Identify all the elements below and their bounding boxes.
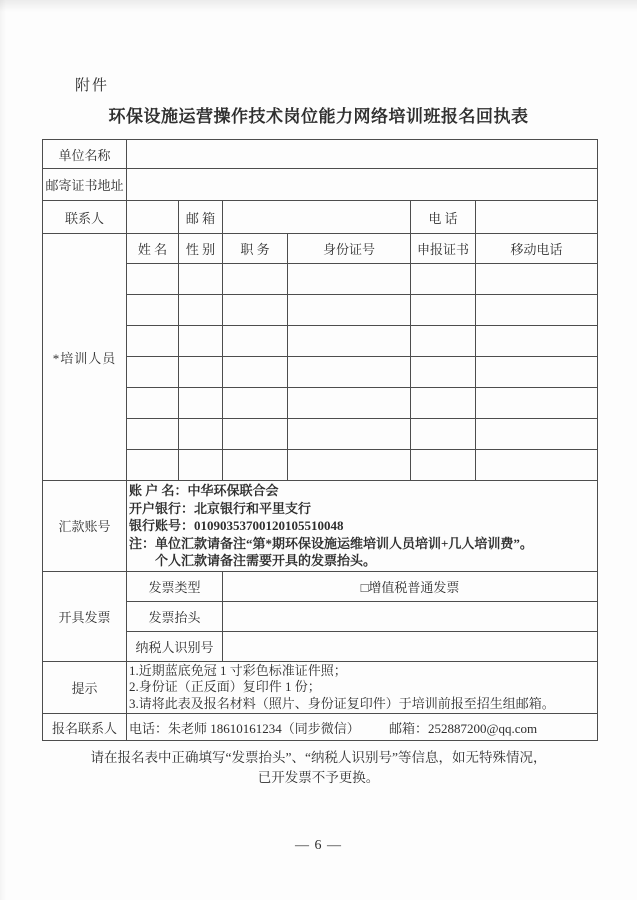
trainee-cell <box>127 295 179 326</box>
footer-note-line-2: 已开发票不予更换。 <box>257 770 380 785</box>
unit-name-row <box>43 140 598 169</box>
form-table-body <box>43 140 598 741</box>
footer-note-line-1: 请在报名表中正确填写“发票抬头”、“纳税人识别号”等信息，如无特殊情况， <box>90 750 547 765</box>
trainee-cell <box>127 357 179 388</box>
footer-note <box>0 748 637 788</box>
trainee-cell <box>476 450 598 481</box>
phone-value <box>476 201 598 234</box>
trainee-cell <box>411 295 476 326</box>
trainee-cell <box>223 357 288 388</box>
trainee-row <box>43 357 598 388</box>
registration-contact-label: 报名联系人 <box>43 714 127 741</box>
registration-contact-email: 邮箱：252887200@qq.com <box>389 720 538 736</box>
trainee-cell <box>411 450 476 481</box>
invoice-type-label: 发票类型 <box>127 571 223 601</box>
trainee-row <box>43 419 598 450</box>
mailing-address-row <box>43 169 598 201</box>
tip-line-2: 2.身份证（正反面）复印件 1 份； <box>129 679 321 694</box>
attachment-label: 附件 <box>75 78 110 94</box>
contact-label: 联系人 <box>43 201 127 234</box>
trainee-cell <box>179 357 223 388</box>
trainee-cell <box>288 264 411 295</box>
trainee-cell <box>411 264 476 295</box>
remittance-account-name: 账 户 名：中华环保联合会 <box>129 483 279 498</box>
col-header-certificate: 申报证书 <box>411 234 476 264</box>
col-header-position: 职 务 <box>223 234 288 264</box>
trainee-cell <box>223 295 288 326</box>
email-value <box>223 201 411 234</box>
trainee-cell <box>223 264 288 295</box>
invoice-type-row <box>43 571 598 601</box>
trainee-cell <box>179 295 223 326</box>
registration-form-table <box>42 139 598 741</box>
remittance-bank: 开户银行：北京银行和平里支行 <box>129 500 312 516</box>
trainee-cell <box>476 388 598 419</box>
trainee-cell <box>223 450 288 481</box>
col-header-gender: 性 别 <box>179 234 223 264</box>
mailing-address-label: 邮寄证书地址 <box>43 169 127 201</box>
taxpayer-id-label: 纳税人识别号 <box>127 631 223 661</box>
trainee-cell <box>411 357 476 388</box>
tips-content <box>127 661 598 714</box>
trainee-cell <box>411 419 476 450</box>
trainee-cell <box>127 326 179 357</box>
trainee-row <box>43 326 598 357</box>
trainee-cell <box>127 419 179 450</box>
remittance-row <box>43 481 598 572</box>
trainees-label: *培训人员 <box>43 234 127 481</box>
invoice-title-row <box>43 601 598 631</box>
trainee-cell <box>179 264 223 295</box>
trainee-cell <box>476 326 598 357</box>
trainee-cell <box>127 450 179 481</box>
trainee-cell <box>223 326 288 357</box>
trainee-cell <box>223 388 288 419</box>
trainee-cell <box>288 326 411 357</box>
trainee-cell <box>127 264 179 295</box>
unit-name-label: 单位名称 <box>43 140 127 169</box>
invoice-title-label: 发票抬头 <box>127 601 223 631</box>
invoice-title-value <box>223 601 598 631</box>
unit-name-value <box>127 140 598 169</box>
taxpayer-id-value <box>223 631 598 661</box>
page-title: 环保设施运营操作技术岗位能力网络培训班报名回执表 <box>108 107 529 126</box>
remittance-content <box>127 481 598 572</box>
trainee-cell <box>179 326 223 357</box>
trainee-cell <box>411 388 476 419</box>
invoice-type-value: □增值税普通发票 <box>223 571 598 601</box>
trainee-cell <box>476 264 598 295</box>
col-header-name: 姓 名 <box>127 234 179 264</box>
trainee-cell <box>476 295 598 326</box>
trainee-cell <box>288 450 411 481</box>
mailing-address-value <box>127 169 598 201</box>
contact-row <box>43 201 598 234</box>
tip-line-1: 1.近期蓝底免冠 1 寸彩色标准证件照； <box>129 662 347 678</box>
registration-contact-phone: 电话：朱老师 18610161234（同步微信） <box>129 720 360 736</box>
trainee-cell <box>179 450 223 481</box>
phone-label: 电 话 <box>411 201 476 234</box>
contact-value <box>127 201 179 234</box>
trainee-cell <box>179 388 223 419</box>
trainee-cell <box>288 419 411 450</box>
taxpayer-id-row <box>43 631 598 661</box>
tip-line-3: 3.请将此表及报名材料（照片、身份证复印件）于培训前报至招生组邮箱。 <box>129 695 555 711</box>
page-number: — 6 — <box>295 838 342 853</box>
trainee-row <box>43 264 598 295</box>
trainee-cell <box>288 357 411 388</box>
email-label: 邮 箱 <box>179 201 223 234</box>
trainee-row <box>43 295 598 326</box>
trainee-row <box>43 450 598 481</box>
trainee-cell <box>127 388 179 419</box>
trainee-cell <box>223 419 288 450</box>
trainee-cell <box>288 295 411 326</box>
tips-row <box>43 661 598 714</box>
registration-contact-row <box>43 714 598 741</box>
remittance-account-number: 银行账号：01090353700120105510048 <box>129 518 344 533</box>
trainee-cell <box>288 388 411 419</box>
invoice-label: 开具发票 <box>43 571 127 661</box>
tips-label: 提示 <box>43 661 127 714</box>
remittance-note-line1: 注：单位汇款请备注“第*期环保设施运维培训人员培训+几人培训费”。 <box>129 535 533 551</box>
trainee-cell <box>476 357 598 388</box>
col-header-id-number: 身份证号 <box>288 234 411 264</box>
remittance-note-line2: 个人汇款请备注需要开具的发票抬头。 <box>155 553 377 568</box>
trainee-cell <box>411 326 476 357</box>
registration-contact-content <box>127 714 598 741</box>
trainee-row <box>43 388 598 419</box>
trainee-header-row <box>43 234 598 264</box>
col-header-mobile: 移动电话 <box>476 234 598 264</box>
trainee-cell <box>476 419 598 450</box>
trainee-cell <box>179 419 223 450</box>
remittance-label: 汇款账号 <box>43 481 127 572</box>
